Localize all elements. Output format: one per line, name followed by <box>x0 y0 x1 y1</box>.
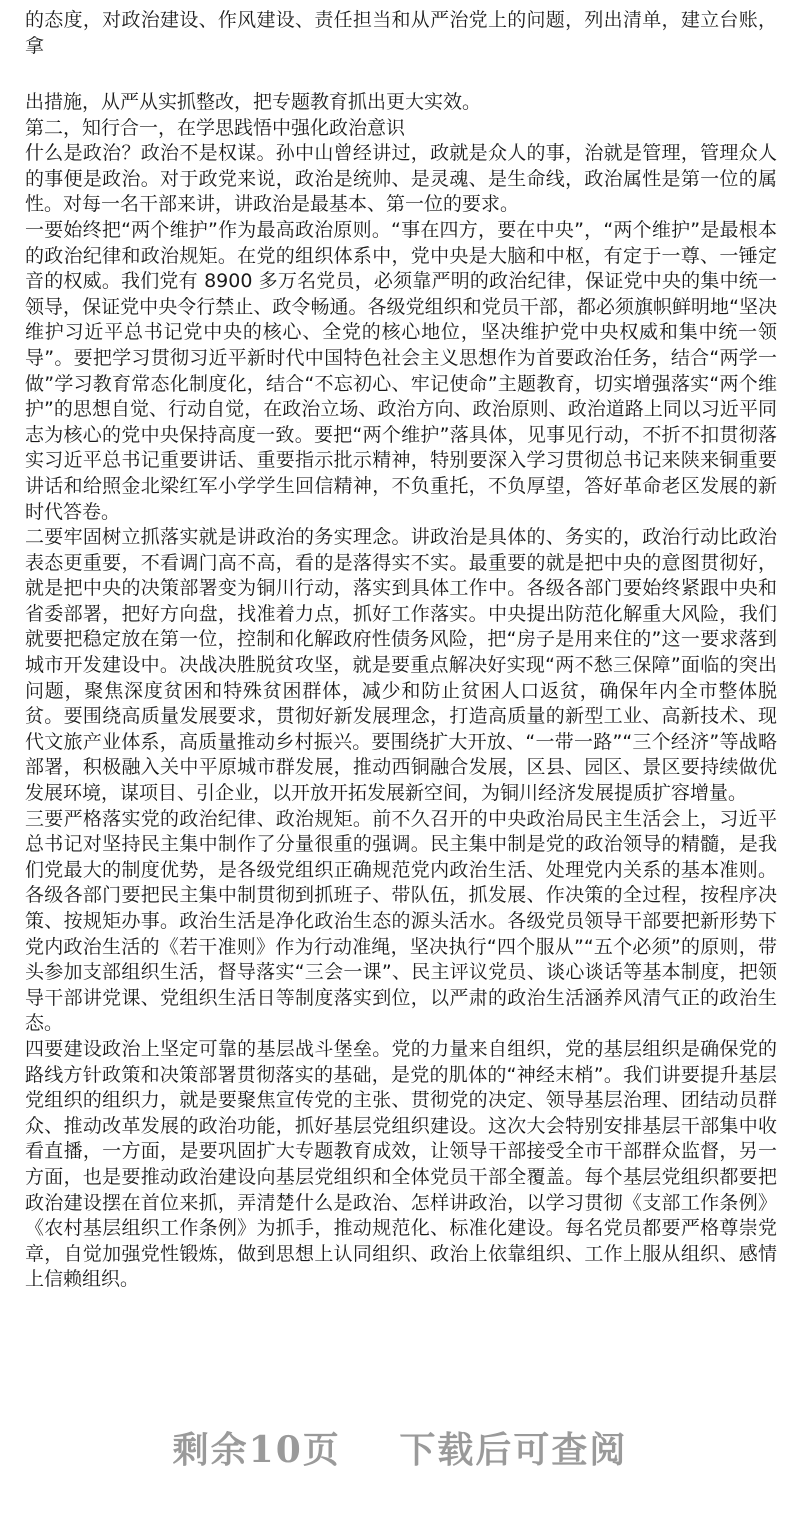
section-heading: 第二，知行合一，在学思践悟中强化政治意识 <box>25 116 406 139</box>
paragraph: 二要牢固树立抓落实就是讲政治的务实理念。讲政治是具体的、务实的，政治行动比政治表态更重要，不看调门高不高，看的是落得实不实。最重要的就是把中央的意图贯彻好，就是把中央的决策部署变为铜川行动，落实到具体工作中。各级各部门要始终紧跟中央和省委部署，把好方向盘，找准着力点，抓好工作落实。中央提出防范化解重大风险，我们就要把稳定放在第一位，控制和化解政府性债务风险，把“房子是用来住的”这一要求落到城市开发建设中。决战决胜脱贫攻坚，就是要重点解决好实现“两不愁三保障”面临的突出问题，聚焦深度贫困和特殊贫困群体，减少和防止贫困人口返贫，确保年内全市整体脱贫。要围绕高质量发展要求，贯彻好新发展理念，打造高质量的新型工业、高新技术、现代文旅产业体系，高质量推动乡村振兴。要围绕扩大开放、“一带一路”“三个经济”等战略部署，积极融入关中平原城市群发展，推动西铜融合发展，区县、园区、景区要持续做优发展环境，谋项目、引企业，以开放开拓发展新空间，为铜川经济发展提质扩容增量。 <box>25 526 777 805</box>
document-body <box>25 90 777 1293</box>
paragraph: 一要始终把“两个维护”作为最高政治原则。“事在四方，要在中央”，“两个维护”是最根本的政治纪律和政治规矩。在党的组织体系中，党中央是大脑和中枢，有定于一尊、一锤定音的权威。我们党有 8900 多万名党员，必须靠严明的政治纪律，保证党中央的集中统一领导，保证党中央令行禁止、政令畅通。各级党组织和党员干部，都必须旗帜鲜明地“坚决维护习近平总书记党中央的核心、全党的核心地位，坚决维护党中央权威和集中统一领导”。要把学习贯彻习近平新时代中国特色社会主义思想作为首要政治任务，结合“两学一做”学习教育常态化制度化，结合“不忘初心、牢记使命”主题教育，切实增强落实“两个维护”的思想自觉、行动自觉，在政治立场、政治方向、政治原则、政治道路上同以习近平同志为核心的党中央保持高度一致。要把“两个维护”落具体，见事见行动，不折不扣贯彻落实习近平总书记重要讲话、重要指示批示精神，特别要深入学习贯彻总书记来陕来铜重要讲话和给照金北梁红军小学学生回信精神，不负重托，不负厚望，答好革命老区发展的新时代答卷。 <box>25 218 777 523</box>
remaining-pages-label: 剩余10页 <box>172 1429 341 1471</box>
download-to-view-label[interactable]: 下载后可查阅 <box>399 1429 628 1471</box>
paragraph: 四要建设政治上坚定可靠的基层战斗堡垒。党的力量来自组织，党的基层组织是确保党的路线方针政策和决策部署贯彻落实的基础，是党的肌体的“神经末梢”。我们讲要提升基层党组织的组织力，就是要聚焦宣传党的主张、贯彻党的决定、领导基层治理、团结动员群众、推动改革发展的政治功能，抓好基层党组织建设。这次大会特别安排基层干部集中收看直播，一方面，是要巩固扩大专题教育成效，让领导干部接受全市干部群众监督，另一方面，也是要推动政治建设向基层党组织和全体党员干部全覆盖。每个基层党组织都要把政治建设摆在首位来抓，弄清楚什么是政治、怎样讲政治，以学习贯彻《支部工作条例》《农村基层组织工作条例》为抓手，推动规范化、标准化建设。每名党员都要严格尊崇党章，自觉加强党性锻炼，做到思想上认同组织、政治上依靠组织、工作上服从组织、感情上信赖组织。 <box>25 1037 777 1291</box>
paragraph: 什么是政治？政治不是权谋。孙中山曾经讲过，政就是众人的事，治就是管理，管理众人的事便是政治。对于政党来说，政治是统帅、是灵魂、是生命线，政治属性是第一位的属性。对每一名干部来讲，讲政治是最基本、第一位的要求。 <box>25 142 777 216</box>
paragraph: 的态度，对政治建设、作风建设、责任担当和从严治党上的问题，列出清单，建立台账，拿 <box>25 9 777 57</box>
download-prompt[interactable] <box>0 1422 800 1473</box>
paragraph: 三要严格落实党的政治纪律、政治规矩。前不久召开的中央政治局民主生活会上，习近平总书记对坚持民主集中制作了分量很重的强调。民主集中制是党的政治领导的精髓，是我们党最大的制度优势，是各级党组织正确规范党内政治生活、处理党内关系的基本准则。各级各部门要把民主集中制贯彻到抓班子、带队伍，抓发展、作决策的全过程，按程序决策、按规矩办事。政治生活是净化政治生态的源头活水。各级党员领导干部要把新形势下党内政治生活的《若干准则》作为行动准绳，坚决执行“四个服从”“五个必须”的原则，带头参加支部组织生活，督导落实“三会一课”、民主评议党员、谈心谈话等基本制度，把领导干部讲党课、党组织生活日等制度落实到位，以严肃的政治生活涵养风清气正的政治生态。 <box>25 807 777 1035</box>
page-top-text <box>25 8 777 59</box>
paragraph: 出措施，从严从实抓整改，把专题教育抓出更大实效。 <box>25 91 482 113</box>
